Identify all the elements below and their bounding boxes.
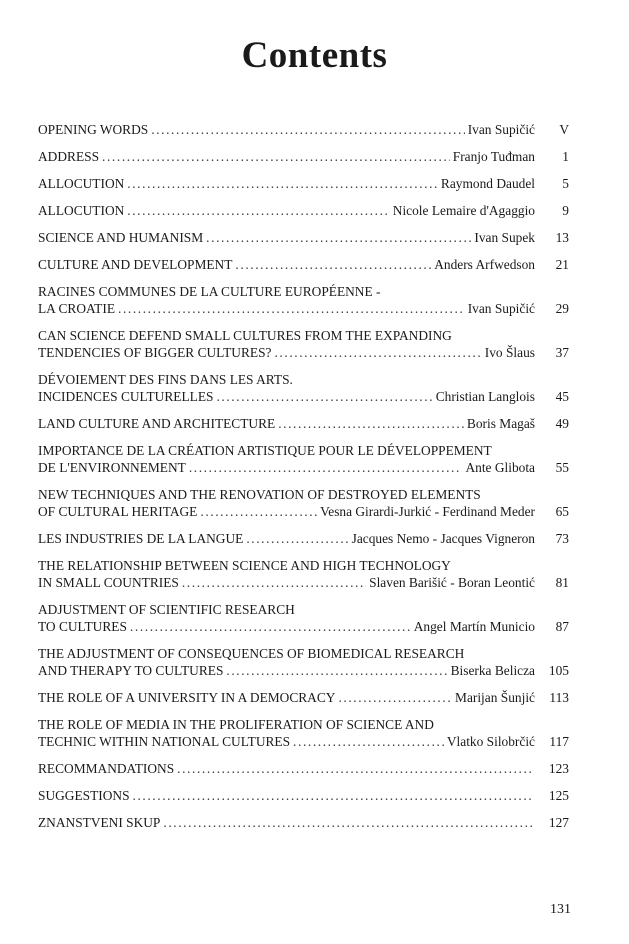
toc-entry <box>38 442 569 476</box>
dot-leader <box>293 733 444 750</box>
entry-page: V <box>559 122 569 137</box>
dot-leader <box>206 229 471 246</box>
entry-title: LA CROATIE <box>38 301 115 316</box>
page-title: Contents <box>241 35 388 76</box>
dot-leader <box>216 388 432 405</box>
entry-author: Franjo Tuđman <box>452 149 535 164</box>
toc-entry <box>38 229 569 246</box>
entry-title: LAND CULTURE AND ARCHITECTURE <box>38 416 276 431</box>
toc-entry <box>38 256 569 273</box>
entry-title: SUGGESTIONS <box>38 788 130 803</box>
entry-page: 55 <box>555 460 569 475</box>
toc-entry <box>38 716 569 750</box>
entry-title: ADDRESS <box>38 149 100 164</box>
entry-title-line1: THE RELATIONSHIP BETWEEN SCIENCE AND HIGH TECHNOLOGY <box>38 558 451 573</box>
toc-entry <box>38 787 569 804</box>
dot-leader <box>246 530 348 547</box>
entry-author: Christian Langlois <box>435 389 535 404</box>
entry-page: 21 <box>555 257 569 272</box>
entry-author: Nicole Lemaire d'Agaggio <box>392 203 535 218</box>
entry-title: LES INDUSTRIES DE LA LANGUE <box>38 531 244 546</box>
toc-entry <box>38 283 569 317</box>
dot-leader <box>151 121 464 138</box>
page-number: 131 <box>550 902 571 917</box>
entry-title-line1: IMPORTANCE DE LA CRÉATION ARTISTIQUE POUR LE DÉVELOPPEMENT <box>38 443 492 458</box>
entry-title: CULTURE AND DEVELOPMENT <box>38 257 233 272</box>
dot-leader <box>133 787 532 804</box>
toc-entry <box>38 530 569 547</box>
toc-entry <box>38 121 569 138</box>
dot-leader <box>338 689 452 706</box>
entry-author: Anders Arfwedson <box>434 257 535 272</box>
dot-leader <box>177 760 532 777</box>
toc-entry <box>38 371 569 405</box>
toc-entry <box>38 415 569 432</box>
dot-leader <box>235 256 431 273</box>
toc-entry <box>38 327 569 361</box>
entry-page: 29 <box>555 301 569 316</box>
entry-title: OF CULTURAL HERITAGE <box>38 504 198 519</box>
entry-title: ALLOCUTION <box>38 176 125 191</box>
dot-leader <box>274 344 481 361</box>
entry-title: DE L'ENVIRONNEMENT <box>38 460 186 475</box>
toc-entry <box>38 202 569 219</box>
dot-leader <box>118 300 465 317</box>
dot-leader <box>163 814 532 831</box>
entry-title-line1: ADJUSTMENT OF SCIENTIFIC RESEARCH <box>38 602 295 617</box>
entry-author: Biserka Belicza <box>450 663 535 678</box>
entry-page: 87 <box>555 619 569 634</box>
dot-leader <box>182 574 366 591</box>
entry-author: Marijan Šunjić <box>455 690 535 705</box>
entry-page: 9 <box>562 203 569 218</box>
entry-author: Jacques Nemo - Jacques Vigneron <box>351 531 535 546</box>
entry-title-line1: THE ADJUSTMENT OF CONSEQUENCES OF BIOMEDICAL RESEARCH <box>38 646 465 661</box>
entry-page: 117 <box>549 734 569 749</box>
dot-leader <box>189 459 463 476</box>
dot-leader <box>127 202 390 219</box>
table-of-contents <box>38 121 569 841</box>
entry-title: IN SMALL COUNTRIES <box>38 575 179 590</box>
toc-entry <box>38 175 569 192</box>
entry-page: 37 <box>555 345 569 360</box>
entry-title: TECHNIC WITHIN NATIONAL CULTURES <box>38 734 291 749</box>
dot-leader <box>278 415 464 432</box>
entry-title: ZNANSTVENI SKUP <box>38 815 161 830</box>
entry-title-line1: DÉVOIEMENT DES FINS DANS LES ARTS. <box>38 372 293 387</box>
entry-page: 73 <box>555 531 569 546</box>
entry-page: 13 <box>555 230 569 245</box>
dot-leader <box>102 148 450 165</box>
entry-author: Boris Magaš <box>466 416 535 431</box>
entry-author: Vesna Girardi-Jurkić - Ferdinand Meder <box>320 504 535 519</box>
toc-entry <box>38 486 569 520</box>
toc-entry <box>38 557 569 591</box>
entry-page: 81 <box>555 575 569 590</box>
entry-author: Ante Glibota <box>465 460 535 475</box>
entry-title: OPENING WORDS <box>38 122 149 137</box>
entry-title: RECOMMANDATIONS <box>38 761 175 776</box>
entry-page: 125 <box>548 788 569 803</box>
entry-page: 5 <box>562 176 569 191</box>
entry-title-line1: NEW TECHNIQUES AND THE RENOVATION OF DESTROYED ELEMENTS <box>38 487 481 502</box>
entry-title-line1: THE ROLE OF MEDIA IN THE PROLIFERATION OF SCIENCE AND <box>38 717 434 732</box>
dot-leader <box>226 662 447 679</box>
entry-author: Vlatko Silobrčić <box>446 734 535 749</box>
toc-entry <box>38 645 569 679</box>
toc-entry <box>38 148 569 165</box>
entry-author: Slaven Barišić - Boran Leontić <box>369 575 535 590</box>
entry-author: Ivan Supičić <box>467 301 535 316</box>
entry-author: Ivan Supek <box>474 230 535 245</box>
entry-author: Ivo Šlaus <box>484 345 535 360</box>
entry-author: Ivan Supičić <box>467 122 535 137</box>
dot-leader <box>127 175 438 192</box>
dot-leader <box>130 618 411 635</box>
toc-entry <box>38 814 569 831</box>
dot-leader <box>200 503 317 520</box>
entry-page: 127 <box>548 815 569 830</box>
entry-page: 113 <box>549 690 569 705</box>
entry-title: INCIDENCES CULTURELLES <box>38 389 214 404</box>
entry-title: ALLOCUTION <box>38 203 125 218</box>
toc-entry <box>38 760 569 777</box>
entry-title: AND THERAPY TO CULTURES <box>38 663 224 678</box>
entry-page: 1 <box>562 149 569 164</box>
entry-title: TENDENCIES OF BIGGER CULTURES? <box>38 345 272 360</box>
entry-title-line1: CAN SCIENCE DEFEND SMALL CULTURES FROM THE EXPANDING <box>38 328 452 343</box>
entry-author: Raymond Daudel <box>440 176 535 191</box>
toc-entry <box>38 601 569 635</box>
entry-page: 45 <box>555 389 569 404</box>
entry-author: Angel Martín Municio <box>413 619 535 634</box>
entry-page: 49 <box>555 416 569 431</box>
entry-title: TO CULTURES <box>38 619 127 634</box>
entry-title: SCIENCE AND HUMANISM <box>38 230 204 245</box>
entry-title-line1: RACINES COMMUNES DE LA CULTURE EUROPÉENNE - <box>38 284 381 299</box>
entry-title: THE ROLE OF A UNIVERSITY IN A DEMOCRACY <box>38 690 336 705</box>
entry-page: 123 <box>548 761 569 776</box>
toc-entry <box>38 689 569 706</box>
entry-page: 105 <box>548 663 569 678</box>
entry-page: 65 <box>555 504 569 519</box>
